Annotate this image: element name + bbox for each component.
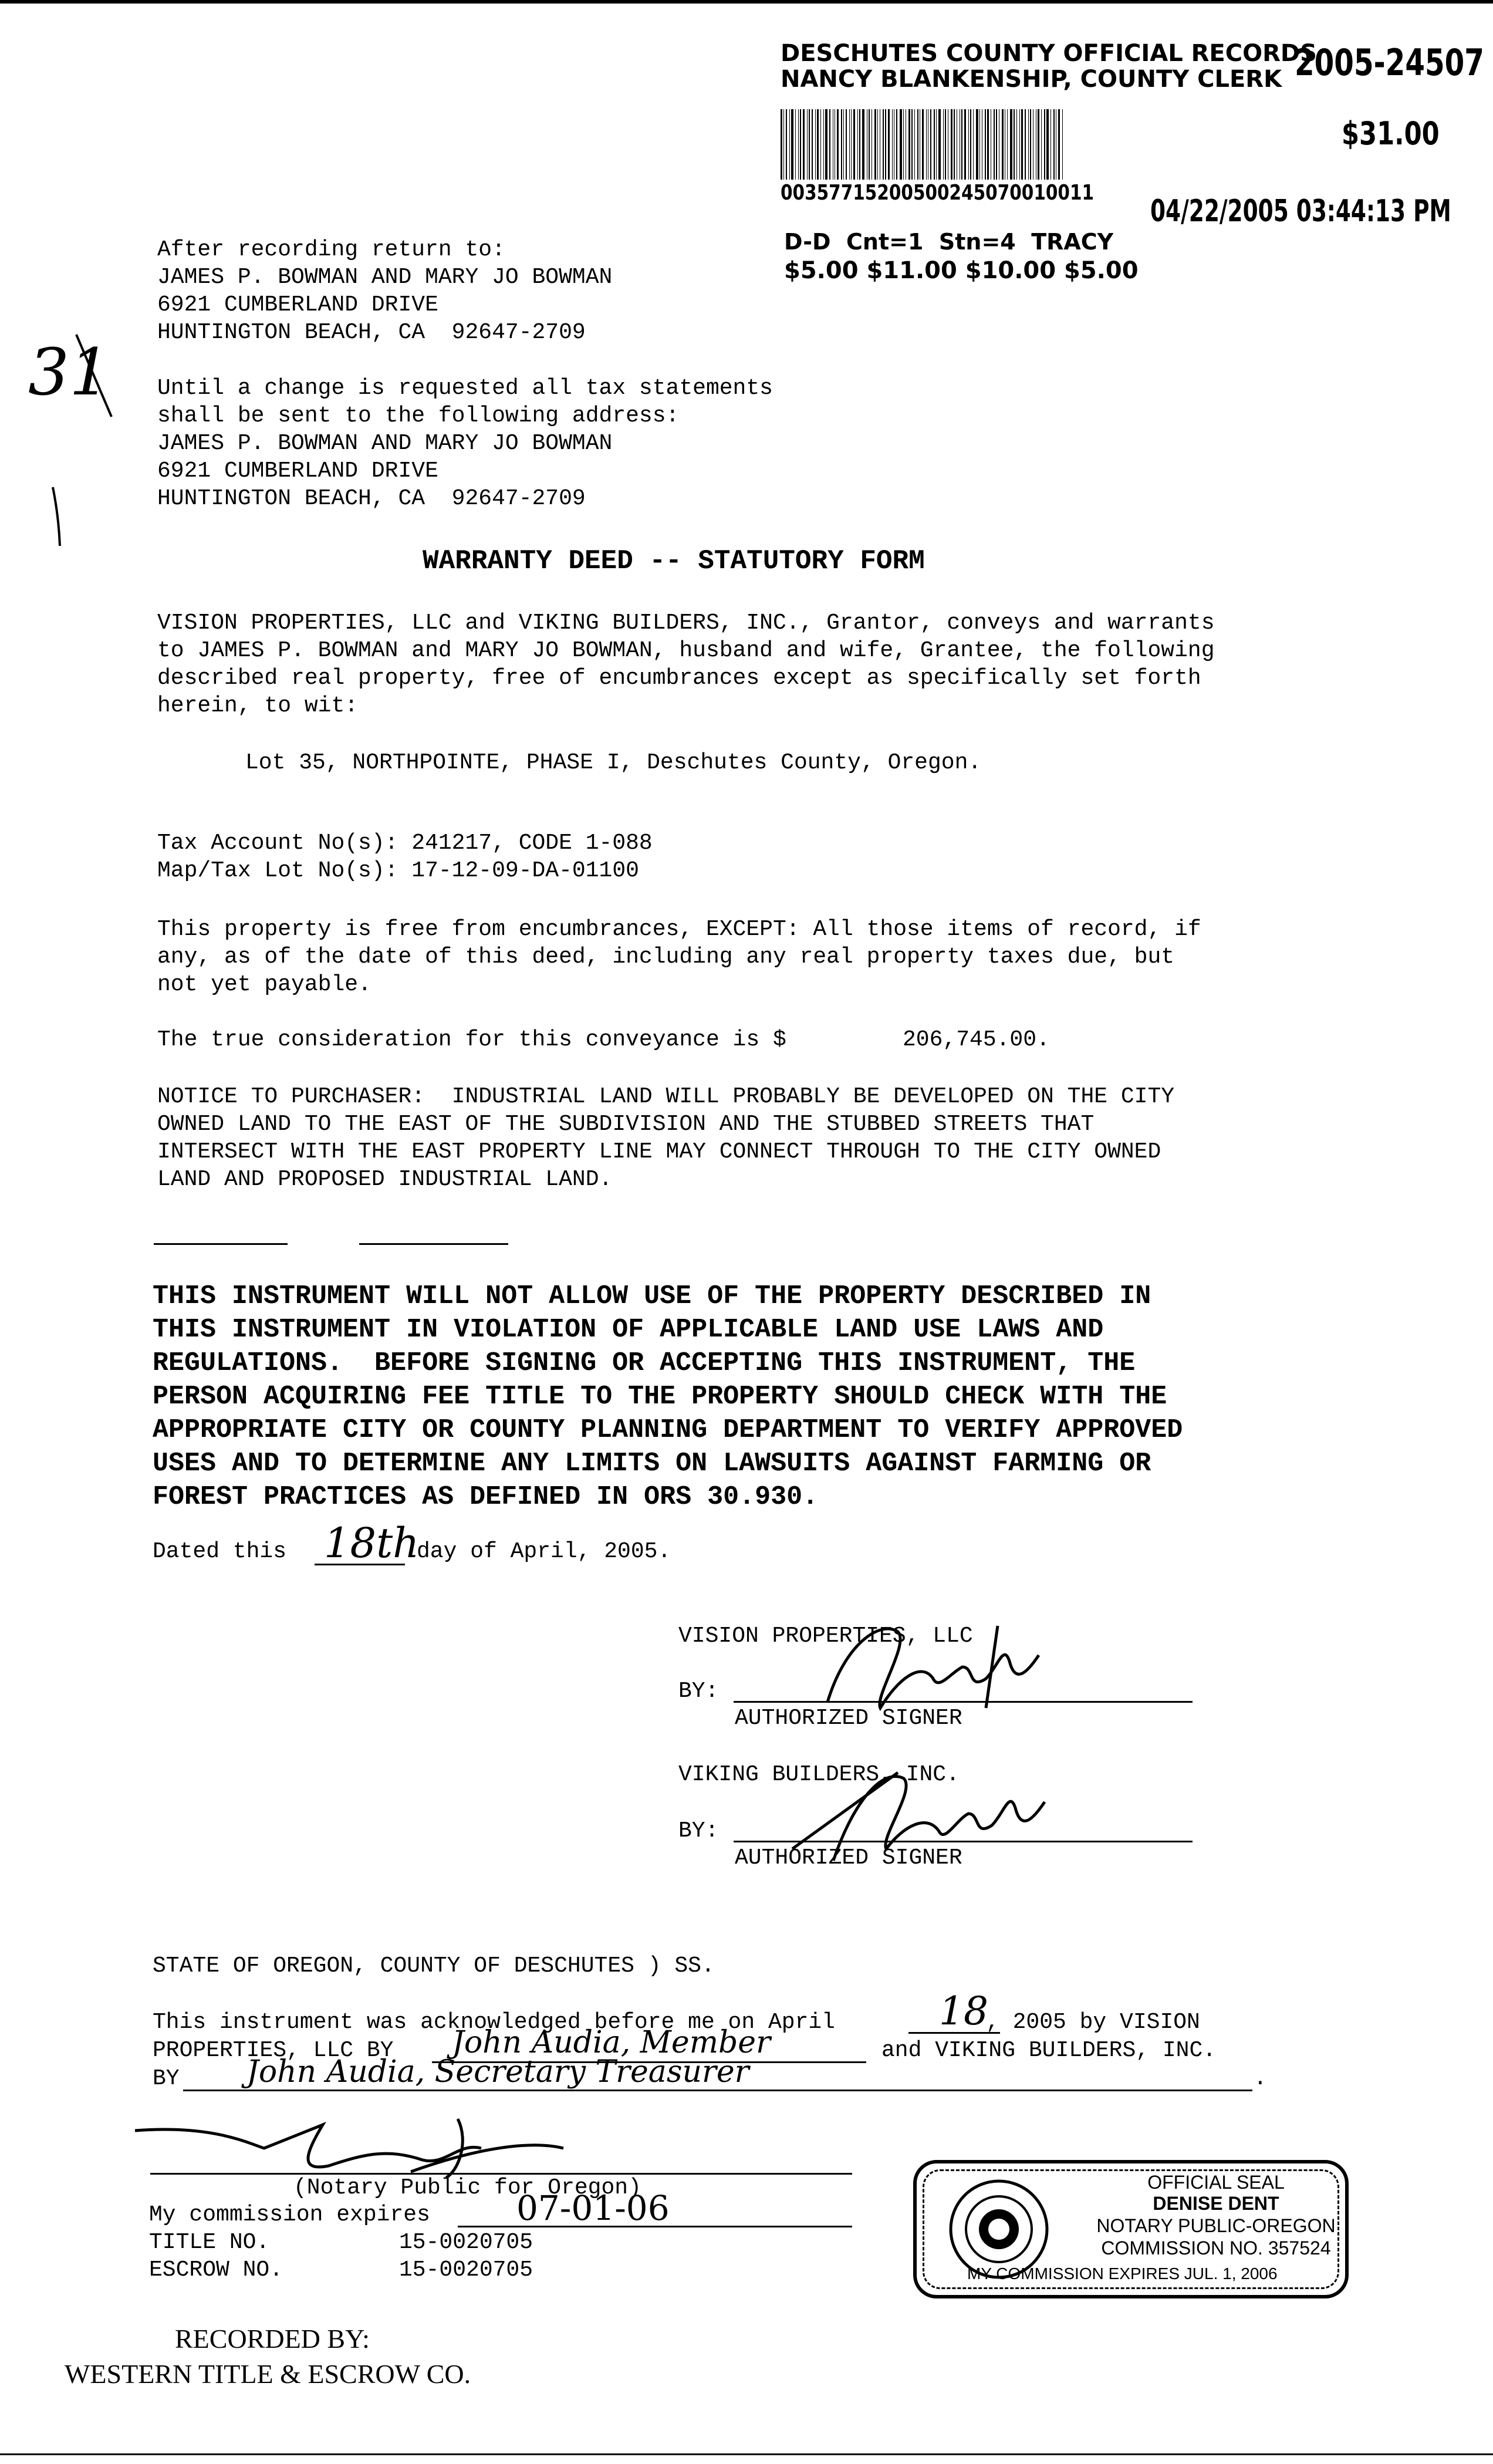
barcode-bar	[791, 109, 793, 180]
barcode-bar	[917, 109, 918, 180]
signer-2-by: BY:	[678, 1818, 719, 1844]
dated-prefix: Dated this	[153, 1539, 287, 1564]
signer-1-entity: VISION PROPERTIES, LLC	[678, 1623, 973, 1649]
document-title: WARRANTY DEED -- STATUTORY FORM	[423, 546, 925, 576]
barcode-bar	[911, 109, 913, 180]
barcode-bar	[1019, 109, 1020, 180]
bottom-scan-edge	[0, 2453, 1493, 2455]
ack-line3-a: BY	[153, 2066, 180, 2091]
barcode-bar	[829, 109, 830, 180]
return-street: 6921 CUMBERLAND DRIVE	[157, 292, 438, 318]
conveyance-line-1: VISION PROPERTIES, LLC and VIKING BUILDERS, INC., Grantor, conveys and warrants	[157, 610, 1215, 636]
encumbrances-line-1: This property is free from encumbrances, EXCEPT: All those items of record, if	[157, 917, 1201, 942]
barcode-bar	[853, 109, 855, 180]
signer-1-role: AUTHORIZED SIGNER	[735, 1706, 962, 1731]
tax-address-label-2: shall be sent to the following address:	[157, 403, 680, 428]
conveyance-line-4: herein, to wit:	[157, 693, 359, 718]
seal-line-1: OFFICIAL SEAL	[1147, 2172, 1285, 2193]
signer-1-signature-icon	[810, 1608, 1056, 1720]
tax-account: Tax Account No(s): 241217, CODE 1-088	[157, 831, 653, 856]
barcode-bar	[945, 109, 946, 180]
consideration-amount: 206,745.00.	[903, 1027, 1050, 1052]
barcode-bar	[786, 109, 787, 180]
barcode-bar	[846, 109, 847, 180]
barcode-bar	[859, 109, 860, 180]
signer-2-role: AUTHORIZED SIGNER	[735, 1845, 962, 1871]
signer-2-entity: VIKING BUILDERS, INC.	[678, 1762, 960, 1787]
escrow-no-value: 15-0020705	[399, 2257, 533, 2283]
barcode-bar	[922, 109, 924, 180]
conveyance-line-3: described real property, free of encumbrances except as specifically set forth	[157, 666, 1201, 691]
barcode-bar	[930, 109, 931, 180]
barcode-bar	[1030, 109, 1031, 180]
county-clerk-line: NANCY BLANKENSHIP, COUNTY CLERK	[781, 66, 1282, 93]
ack-line2-a: PROPERTIES, LLC BY	[153, 2038, 394, 2063]
barcode-bar	[908, 109, 910, 180]
barcode-bar	[926, 109, 927, 180]
barcode-bar	[789, 109, 790, 180]
barcode-bar	[862, 109, 864, 180]
blank-line-2	[359, 1243, 508, 1245]
recorded-by-company: WESTERN TITLE & ESCROW CO.	[65, 2359, 471, 2389]
barcode-bar	[892, 109, 893, 180]
barcode-bar	[883, 109, 884, 180]
barcode-bar	[1050, 109, 1051, 180]
barcode-bar	[987, 109, 989, 180]
barcode-bar	[961, 109, 962, 180]
barcode-bar	[970, 109, 971, 180]
notary-signature-icon	[129, 2107, 575, 2183]
ack-line2-name: John Audia, Member	[452, 2025, 771, 2060]
return-name: JAMES P. BOWMAN AND MARY JO BOWMAN	[157, 265, 613, 290]
notice-line-4: LAND AND PROPOSED INDUSTRIAL LAND.	[157, 1167, 613, 1192]
barcode-bar	[985, 109, 986, 180]
barcode-bar	[1062, 109, 1063, 180]
recorded-by-label: RECORDED BY:	[175, 2324, 370, 2354]
barcode-bar	[900, 109, 902, 180]
barcode-bar	[823, 109, 824, 180]
barcode-bar	[809, 109, 810, 180]
barcode-bar	[1058, 109, 1060, 180]
encumbrances-line-3: not yet payable.	[157, 972, 371, 997]
margin-tick-icon	[47, 481, 70, 552]
tax-address-name: JAMES P. BOWMAN AND MARY JO BOWMAN	[157, 431, 613, 456]
barcode-bar	[1038, 109, 1039, 180]
title-no-value: 15-0020705	[399, 2230, 533, 2255]
barcode-bar	[1046, 109, 1049, 180]
barcode-bar	[973, 109, 974, 180]
barcode-bar	[877, 109, 878, 180]
barcode-bar	[849, 109, 850, 180]
tax-address-street: 6921 CUMBERLAND DRIVE	[157, 458, 438, 484]
barcode-bar	[783, 109, 784, 180]
barcode-bar	[817, 109, 819, 180]
barcode-bar	[914, 109, 915, 180]
encumbrances-line-2: any, as of the date of this deed, including any real property taxes due, but	[157, 944, 1175, 970]
map-tax-lot: Map/Tax Lot No(s): 17-12-09-DA-01100	[157, 858, 639, 883]
ack-line3-b: .	[1254, 2066, 1267, 2091]
barcode-bar	[976, 109, 978, 180]
barcode-bar	[1025, 109, 1026, 180]
barcode-bar	[996, 109, 997, 180]
seal-line-5: MY COMMISSION EXPIRES JUL. 1, 2006	[967, 2264, 1278, 2283]
dated-day-line	[315, 1564, 405, 1565]
barcode-bar	[936, 109, 937, 180]
warning-line-1: THIS INSTRUMENT WILL NOT ALLOW USE OF THE PROPERTY DESCRIBED IN	[153, 1281, 1151, 1311]
consideration-text: The true consideration for this conveyance is $	[157, 1027, 786, 1052]
title-no-label: TITLE NO.	[149, 2230, 270, 2255]
return-label: After recording return to:	[157, 237, 505, 262]
notice-line-2: OWNED LAND TO THE EAST OF THE SUBDIVISION AND THE STUBBED STREETS THAT	[157, 1112, 1095, 1137]
barcode-bar	[812, 109, 813, 180]
ack-line2-b: and VIKING BUILDERS, INC.	[881, 2038, 1217, 2063]
ack-line1-day: 18	[939, 1989, 988, 2034]
legal-description: Lot 35, NORTHPOINTE, PHASE I, Deschutes County, Oregon.	[245, 750, 982, 775]
barcode-bar	[1028, 109, 1029, 180]
barcode-bar	[938, 109, 941, 180]
notice-line-1: NOTICE TO PURCHASER: INDUSTRIAL LAND WILL PROBABLY BE DEVELOPED ON THE CITY	[157, 1084, 1175, 1109]
recorder-office-line: DESCHUTES COUNTY OFFICIAL RECORDS	[781, 40, 1317, 67]
recording-codes: D-D Cnt=1 Stn=4 TRACY	[784, 229, 1114, 255]
seal-line-2: DENISE DENT	[1153, 2193, 1279, 2214]
notary-caption: (Notary Public for Oregon)	[293, 2175, 641, 2200]
barcode-bar	[1014, 109, 1015, 180]
barcode-bar	[795, 109, 796, 180]
barcode-bar	[869, 109, 870, 180]
recording-fee: $31.00	[1342, 115, 1440, 152]
barcode-bar	[934, 109, 935, 180]
warning-line-7: FOREST PRACTICES AS DEFINED IN ORS 30.930.	[153, 1482, 819, 1512]
barcode-bar	[885, 109, 886, 180]
barcode-bar	[837, 109, 839, 180]
warning-line-4: PERSON ACQUIRING FEE TITLE TO THE PROPERTY SHOULD CHECK WITH THE	[153, 1382, 1167, 1412]
barcode-bar	[951, 109, 952, 180]
return-city: HUNTINGTON BEACH, CA 92647-2709	[157, 320, 586, 345]
barcode-bar	[857, 109, 858, 180]
warning-line-6: USES AND TO DETERMINE ANY LIMITS ON LAWSUITS AGAINST FARMING OR	[153, 1449, 1151, 1479]
ack-line1-a: This instrument was acknowledged before me on April	[153, 2010, 835, 2035]
barcode-bar	[874, 109, 876, 180]
commission-line	[458, 2226, 852, 2227]
ack-line3-name: John Audia, Secretary Treasurer	[246, 2054, 749, 2090]
barcode-bar	[781, 109, 782, 180]
barcode-bar	[1016, 109, 1017, 180]
conveyance-line-2: to JAMES P. BOWMAN and MARY JO BOWMAN, husband and wife, Grantee, the following	[157, 638, 1215, 663]
commission-date: 07-01-06	[516, 2188, 670, 2228]
barcode-bar	[841, 109, 842, 180]
barcode-bar	[896, 109, 897, 180]
tax-address-label-1: Until a change is requested all tax statements	[157, 376, 773, 401]
recording-datetime: 04/22/2005 03:44:13 PM	[1150, 194, 1451, 229]
barcode-bar	[807, 109, 808, 180]
barcode-bar	[1010, 109, 1012, 180]
ack-line3-underline	[183, 2090, 1252, 2091]
barcode-bar	[825, 109, 827, 180]
barcode-bar	[800, 109, 801, 180]
ack-venue: STATE OF OREGON, COUNTY OF DESCHUTES ) SS.	[153, 1953, 715, 1979]
barcode-bar	[1041, 109, 1042, 180]
barcode-bar	[843, 109, 844, 180]
barcode-bar	[954, 109, 955, 180]
warning-line-5: APPROPRIATE CITY OR COUNTY PLANNING DEPARTMENT TO VERIFY APPROVED	[153, 1415, 1183, 1445]
seal-line-4: COMMISSION NO. 357524	[1101, 2237, 1331, 2259]
tax-address-city: HUNTINGTON BEACH, CA 92647-2709	[157, 486, 586, 511]
margin-handwritten-note: 31	[28, 335, 110, 410]
barcode-bar	[798, 109, 799, 180]
barcode-bar	[815, 109, 816, 180]
official-seal	[913, 2160, 1349, 2298]
barcode-bar	[1007, 109, 1008, 180]
document-number: 2005-24507	[1295, 41, 1484, 84]
dated-suffix: day of April, 2005.	[417, 1539, 671, 1564]
notice-line-3: INTERSECT WITH THE EAST PROPERTY LINE MAY CONNECT THROUGH TO THE CITY OWNED	[157, 1139, 1161, 1165]
warning-line-3: REGULATIONS. BEFORE SIGNING OR ACCEPTING THIS INSTRUMENT, THE	[153, 1348, 1136, 1378]
barcode-bar	[1044, 109, 1045, 180]
barcode-bar	[820, 109, 821, 180]
barcode-bar	[968, 109, 969, 180]
signer-1-by: BY:	[678, 1679, 719, 1704]
barcode-number: 00357715200500245070010011	[781, 181, 1095, 205]
seal-line-3: NOTARY PUBLIC-OREGON	[1096, 2215, 1336, 2236]
barcode-bar	[888, 109, 890, 180]
barcode-bar	[1021, 109, 1023, 180]
dated-day: 18th	[324, 1519, 420, 1567]
barcode-bar	[979, 109, 980, 180]
blank-line-1	[154, 1243, 288, 1245]
barcode-bar	[943, 109, 944, 180]
barcode-bar	[851, 109, 852, 180]
ack-line1-b: , 2005 by VISION	[986, 2010, 1200, 2035]
recording-amounts: $5.00 $11.00 $10.00 $5.00	[784, 257, 1139, 284]
commission-label: My commission expires	[149, 2202, 430, 2227]
escrow-no-label: ESCROW NO.	[149, 2257, 283, 2283]
barcode-bar	[903, 109, 904, 180]
barcode-bar	[1002, 109, 1004, 180]
top-scan-edge	[0, 0, 1493, 4]
margin-slash-icon	[70, 329, 117, 423]
barcode-bar	[803, 109, 805, 180]
recording-barcode	[781, 109, 1250, 180]
warning-line-2: THIS INSTRUMENT IN VIOLATION OF APPLICABLE LAND USE LAWS AND	[153, 1315, 1104, 1345]
barcode-bar	[994, 109, 995, 180]
barcode-bar	[964, 109, 966, 180]
barcode-bar	[1053, 109, 1055, 180]
